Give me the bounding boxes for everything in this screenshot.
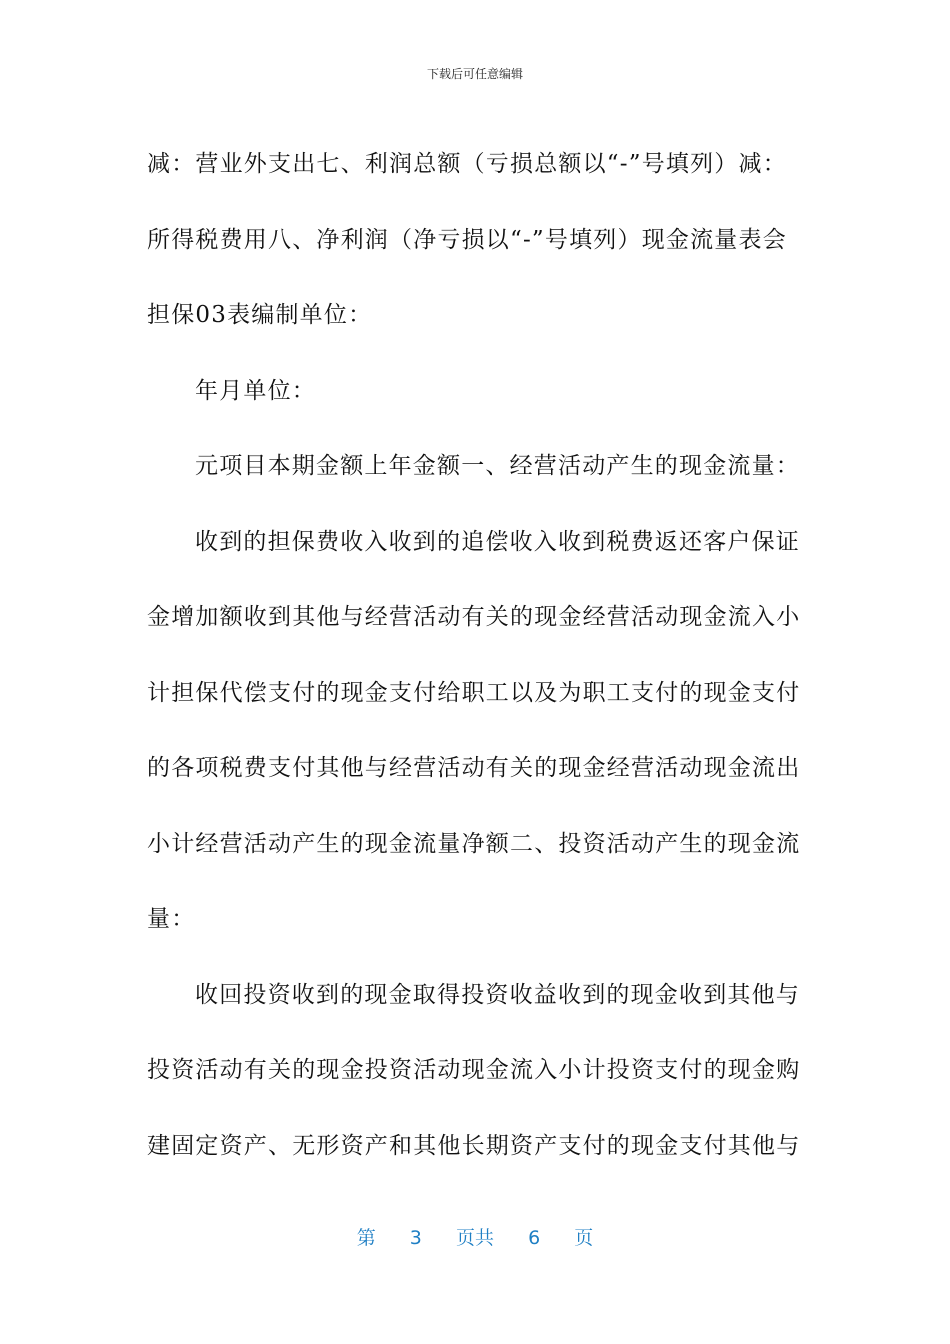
body-line: 所得税费用八、净利润（净亏损以“-”号填列）现金流量表会: [147, 226, 787, 253]
document-body: [147, 127, 807, 1184]
body-line: 年月单位：: [195, 377, 316, 404]
body-line: 收回投资收到的现金取得投资收益收到的现金收到其他与: [195, 981, 800, 1008]
page-prefix: 第: [356, 1227, 376, 1249]
body-line: 小计经营活动产生的现金流量净额二、投资活动产生的现金流: [147, 830, 801, 857]
body-line: 金增加额收到其他与经营活动有关的现金经营活动现金流入小: [147, 604, 801, 630]
body-line: 减：营业外支出七、利润总额（亏损总额以“-”号填列）减：: [147, 151, 787, 177]
body-line: 投资活动有关的现金投资活动现金流入小计投资支付的现金购: [147, 1057, 801, 1083]
body-line: 计担保代偿支付的现金支付给职工以及为职工支付的现金支付: [147, 679, 801, 706]
body-line: 的各项税费支付其他与经营活动有关的现金经营活动现金流出: [147, 755, 801, 781]
total-pages: 6: [528, 1227, 541, 1249]
body-line: 担保03表编制单位：: [147, 302, 373, 328]
page-footer: [0, 1224, 950, 1252]
page-mid: 页共: [455, 1227, 494, 1249]
body-line: 建固定资产、无形资产和其他长期资产支付的现金支付其他与: [147, 1132, 801, 1159]
page-suffix: 页: [574, 1227, 594, 1249]
body-line: 量：: [147, 906, 196, 932]
body-line: 收到的担保费收入收到的追偿收入收到税费返还客户保证: [195, 528, 800, 555]
body-line: 元项目本期金额上年金额一、经营活动产生的现金流量：: [195, 453, 800, 479]
page-number: 3: [409, 1227, 422, 1249]
page-header: 下载后可任意编辑: [426, 67, 523, 81]
